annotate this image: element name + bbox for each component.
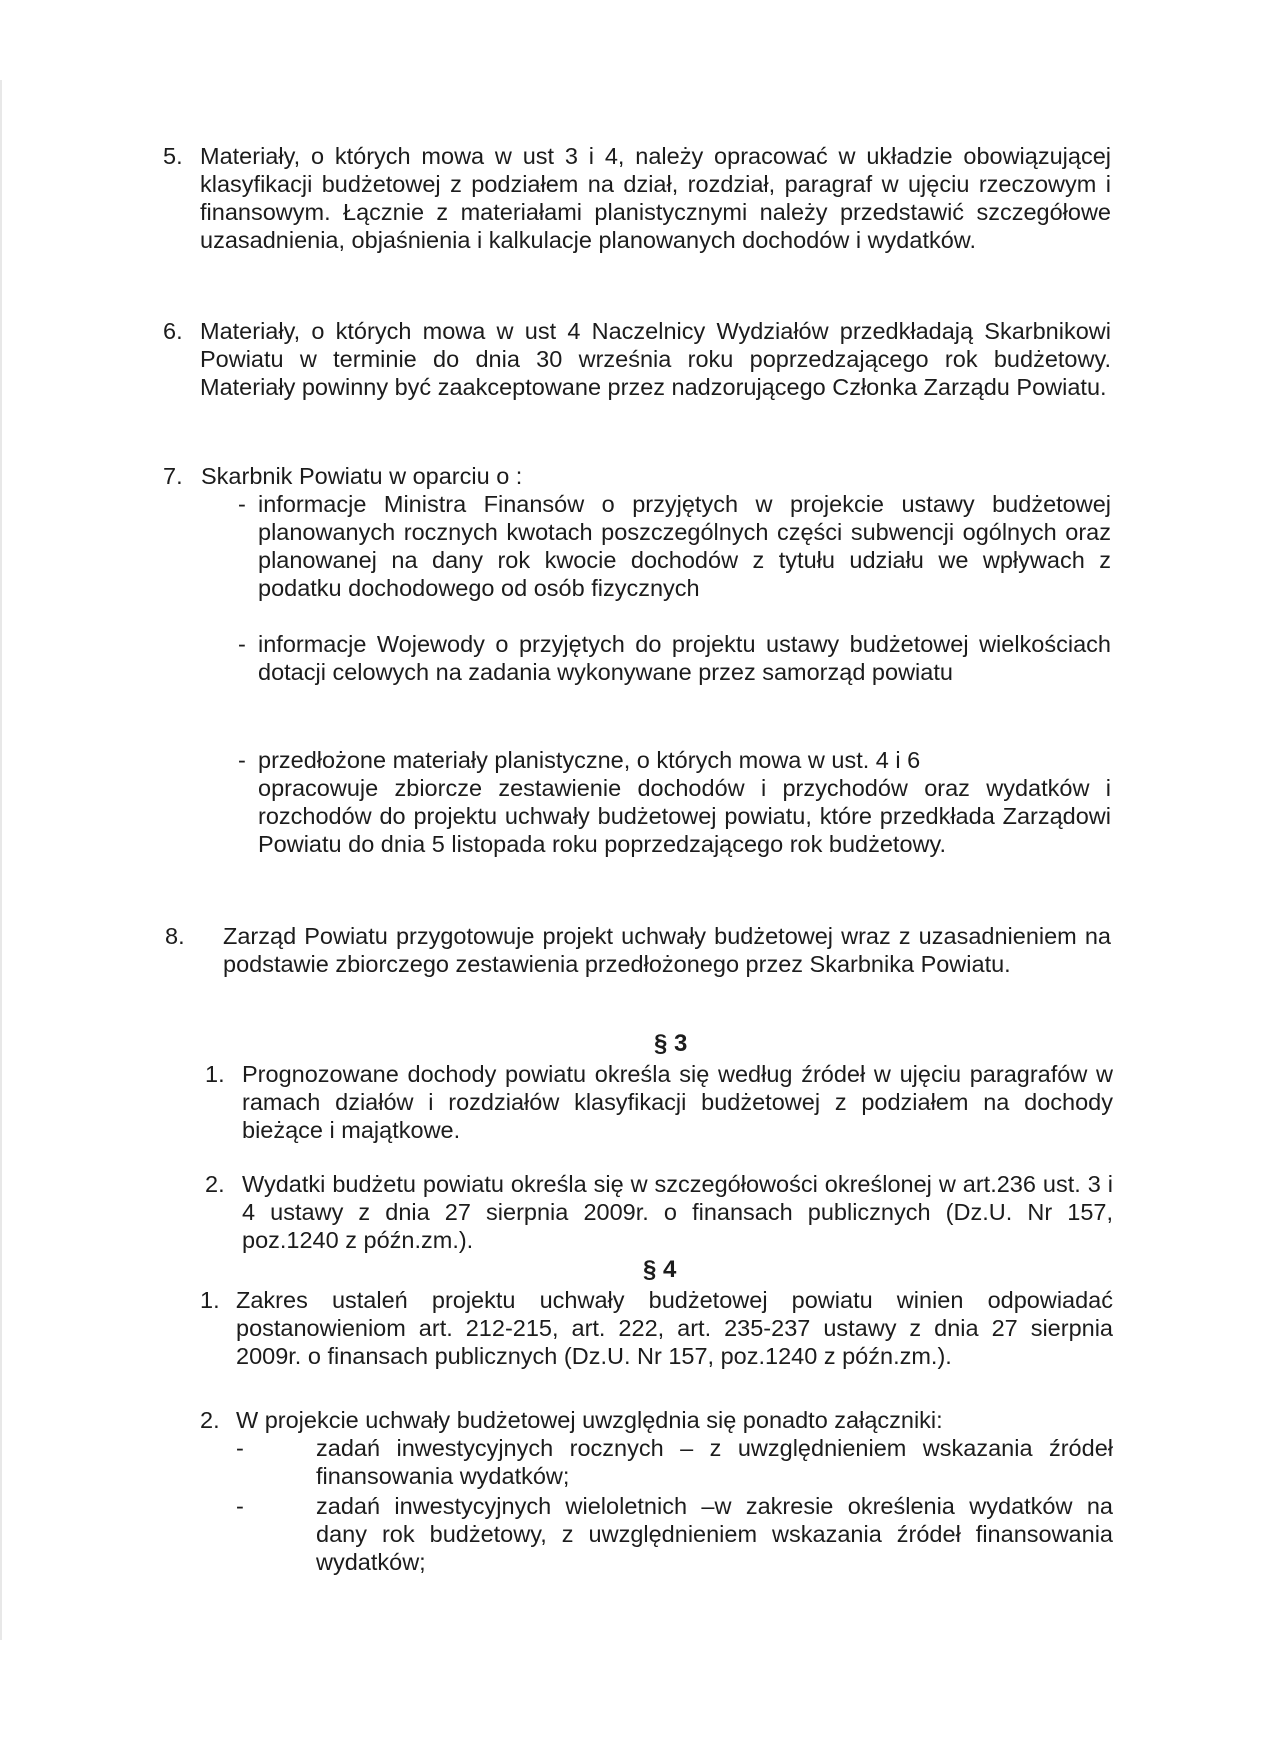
item-number: 1. <box>200 1287 220 1313</box>
section-heading: § 3 <box>654 1030 688 1057</box>
sub-item-text: zadań inwestycyjnych rocznych – z uwzględnieniem wskazania źródeł finansowania wydatków; <box>316 1435 1113 1489</box>
sub-item-text: informacje Ministra Finansów o przyjętych w projekcie ustawy budżetowej planowanych rocznych kwotach poszczególnych części subwencji ogólnych oraz planowanej na dany rok kwocie dochodów z tytułu udziału we wpływach z podatku dochodowego od osób fizycznych <box>258 491 1111 601</box>
sub-list-item <box>236 1492 1113 1576</box>
list-item <box>200 1286 1113 1370</box>
item-number: 5. <box>163 143 183 169</box>
dash-bullet: - <box>238 747 246 773</box>
dash-bullet: - <box>236 1435 244 1461</box>
item-text: Zarząd Powiatu przygotowuje projekt uchwały budżetowej wraz z uzasadnieniem na podstawie zbiorczego zestawienia przedłożonego przez Skarbnika Powiatu. <box>223 923 1111 977</box>
list-item <box>163 317 1111 401</box>
dash-bullet: - <box>236 1493 244 1519</box>
sub-item-text: przedłożone materiały planistyczne, o których mowa w ust. 4 i 6 <box>258 747 921 773</box>
list-item <box>163 142 1111 254</box>
item-text: Materiały, o których mowa w ust 4 Naczelnicy Wydziałów przedkładają Skarbnikowi Powiatu w terminie do dnia 30 września roku poprzedzającego rok budżetowy. Materiały powinny być zaakceptowane przez nadzorującego Członka Zarządu Powiatu. <box>200 318 1111 400</box>
item-number: 8. <box>165 923 185 949</box>
sub-list-item <box>238 630 1111 686</box>
section-heading: § 4 <box>643 1256 677 1283</box>
list-item <box>205 1170 1113 1254</box>
list-item <box>163 922 1111 978</box>
item-number: 2. <box>205 1171 225 1197</box>
item-text: Materiały, o których mowa w ust 3 i 4, należy opracować w układzie obowiązującej klasyfikacji budżetowej z podziałem na dział, rozdział, paragraf w ujęciu rzeczowym i finansowym. Łącznie z materiałami planistycznymi należy przedstawić szczegółowe uzasadnienia, objaśnienia i kalkulacje planowanych dochodów i wydatków. <box>200 143 1111 253</box>
item-number: 2. <box>200 1407 220 1433</box>
continuation-text: opracowuje zbiorcze zestawienie dochodów i przychodów oraz wydatków i rozchodów do projektu uchwały budżetowej powiatu, które przedkłada Zarządowi Powiatu do dnia 5 listopada roku poprzedzającego rok budżetowy. <box>258 775 1111 857</box>
sub-list-item <box>238 490 1111 602</box>
item-continuation <box>258 774 1111 858</box>
list-item <box>200 1406 1113 1434</box>
item-number: 6. <box>163 318 183 344</box>
item-text: W projekcie uchwały budżetowej uwzględnia się ponadto załączniki: <box>236 1407 943 1433</box>
dash-bullet: - <box>238 491 246 517</box>
scan-edge <box>0 80 2 1640</box>
item-text: Prognozowane dochody powiatu określa się według źródeł w ujęciu paragrafów w ramach działów i rozdziałów klasyfikacji budżetowej z podziałem na dochody bieżące i majątkowe. <box>242 1061 1113 1143</box>
sub-item-text: zadań inwestycyjnych wieloletnich –w zakresie określenia wydatków na dany rok budżetowy, z uwzględnieniem wskazania źródeł finansowania wydatków; <box>316 1493 1113 1575</box>
item-number: 1. <box>205 1061 225 1087</box>
sub-list-item <box>238 746 1111 774</box>
item-text: Skarbnik Powiatu w oparciu o : <box>201 463 523 489</box>
item-text: Wydatki budżetu powiatu określa się w szczegółowości określonej w art.236 ust. 3 i 4 ustawy z dnia 27 sierpnia 2009r. o finansach publicznych (Dz.U. Nr 157, poz.1240 z późn.zm.). <box>242 1171 1113 1253</box>
item-text: Zakres ustaleń projektu uchwały budżetowej powiatu winien odpowiadać postanowieniom art. 212-215, art. 222, art. 235-237 ustawy z dnia 27 sierpnia 2009r. o finansach publicznych (Dz.U. Nr 157, poz.1240 z późn.zm.). <box>236 1287 1113 1369</box>
sub-list-item <box>236 1434 1113 1490</box>
dash-bullet: - <box>238 631 246 657</box>
list-item <box>163 462 1111 490</box>
list-item <box>205 1060 1113 1144</box>
item-number: 7. <box>163 463 183 489</box>
sub-item-text: informacje Wojewody o przyjętych do projektu ustawy budżetowej wielkościach dotacji celowych na zadania wykonywane przez samorząd powiatu <box>258 631 1111 685</box>
